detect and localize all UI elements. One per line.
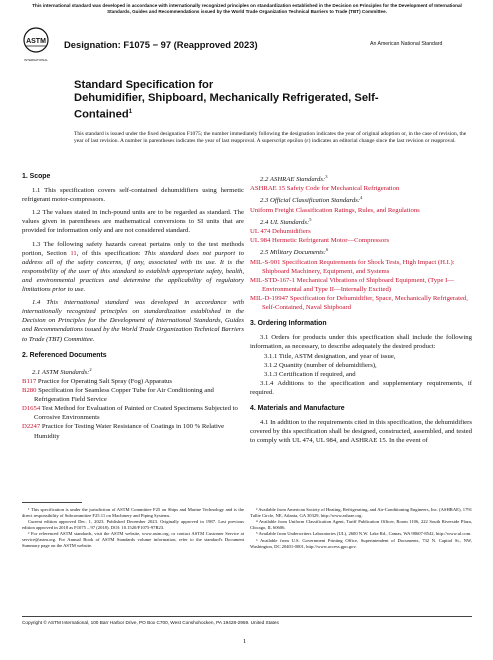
para-3-1: 3.1 Orders for products under this specification shall include the following information, as necessary, to describe adequately the desired product: <box>250 334 472 351</box>
svg-text:ASTM: ASTM <box>26 38 46 45</box>
para-4-1: 4.1 In addition to the requirements cited in this specification, the dehumidifiers covered by this specification shall be designed, constructed, assembled, and tested to comply with UL 474, UL 984, and ASHRAE 15. In the event of <box>250 419 472 445</box>
para-3-1-2: 3.1.2 Quantity (number of dehumidifiers), <box>264 361 377 369</box>
footnote-4: ⁴ Available from Uniform Classification Agent, Tariff Publication Officer, Room 1106, 222 South Riverside Plaza, Chicago, IL 60606. <box>250 519 472 530</box>
document-title <box>74 79 434 122</box>
bottom-rule <box>22 616 472 617</box>
page-number: 1 <box>243 638 247 645</box>
official-classification-label: 2.3 Official Classification Standards:$^4$ <box>260 195 363 205</box>
section-11-link[interactable]: 11 <box>70 249 77 257</box>
para-1-1: 1.1 This specification covers self-contained dehumidifiers using hermetic refrigerant motor-compressors. <box>22 187 244 204</box>
reference-ul-474[interactable]: UL 474 Dehumidifiers <box>250 228 311 236</box>
footnotes-left <box>22 507 244 549</box>
para-1-2: 1.2 The values stated in inch-pound units are to be regarded as standard. The values given in parentheses are mathematical conversions to SI units that are provided for information only and are not considered standard. <box>22 209 244 235</box>
reference-mil-d-19947[interactable]: MIL-D-19947 Specification for Dehumidifier, Space, Mechanically Refrigerated, Self-Contained, Naval Shipboard <box>250 295 468 312</box>
title-line-3: Contained <box>74 108 129 121</box>
para-1-4: 1.4 This international standard was developed in accordance with internationally recognized principles on standardization established in the Decision on Principles for the Development of International Standards, Guides and Recommendations issued by the World Trade Organization Technical Barriers to Trade (TBT) Committee. <box>22 299 244 343</box>
reference-ul-984[interactable]: UL 984 Hermetic Refrigerant Motor—Compressors <box>250 237 390 245</box>
footnote-3: ³ Available from American Society of Heating, Refrigerating, and Air-Conditioning Engineers, Inc. (ASHRAE), 1791 Tullie Circle, NE, Atlanta, GA 30329, http://www.ashrae.org. <box>250 507 472 518</box>
section-references-heading: 2. Referenced Documents <box>22 351 107 359</box>
para-3-1-1: 3.1.1 Title, ASTM designation, and year of issue, <box>264 352 396 360</box>
svg-text:INTERNATIONAL: INTERNATIONAL <box>24 58 48 62</box>
section-ordering-heading: 3. Ordering Information <box>250 320 327 328</box>
para-3-1-3: 3.1.3 Certification if required, and <box>264 370 356 378</box>
ul-standards-label: 2.4 UL Standards:$^5$ <box>260 216 312 227</box>
title-line-2: Dehumidifier, Shipboard, Mechanically Refrigerated, Self- <box>74 92 379 105</box>
military-documents-label: 2.5 Military Documents:$^6$ <box>260 247 329 257</box>
copyright-line: Copyright © ASTM International, 100 Barr Harbor Drive, PO Box C700, West Conshohocken, PA 19428-2959. United States <box>22 620 279 625</box>
footnote-5: ⁵ Available from Underwriters Laboratories (UL), 2600 N.W. Lake Rd., Camas, WA 98607-8542, http://www.ul.com. <box>256 531 472 537</box>
footnote-6: ⁶ Available from U.S. Government Printing Office, Superintendent of Documents, 732 N. Capitol St., NW, Washington, DC 20401-0001, http://www.access.gpo.gov. <box>250 537 472 549</box>
ashrae-standards-label: 2.2 ASHRAE Standards:$^3$ <box>260 174 328 184</box>
title-footnote-ref: 1 <box>128 108 133 115</box>
footnotes-right <box>250 507 472 550</box>
astm-standards-label: 2.1 ASTM Standards:$^2$ <box>32 366 92 376</box>
reference-d2247[interactable]: D2247 Practice for Testing Water Resistance of Coatings in 100 % Relative Humidity <box>22 423 225 440</box>
reference-uniform-freight[interactable]: Uniform Freight Classification Ratings, Rules, and Regulations <box>250 206 420 214</box>
astm-logo <box>22 27 50 67</box>
reference-b117[interactable]: B117 Practice for Operating Salt Spray (Fog) Apparatus <box>22 378 173 386</box>
reference-mil-std-167-1[interactable]: MIL-STD-167-1 Mechanical Vibrations of Shipboard Equipment, (Type I—Environmental and Type II—Internally Excited) <box>250 276 455 293</box>
section-scope-heading: 1. Scope <box>22 173 51 180</box>
footnote-2: ² For referenced ASTM standards, visit the ASTM website, www.astm.org, or contact ASTM Customer Service at service@astm.org. For Annual Book of ASTM Standards volume information, refer to the standard's Document Summary page on the ASTM website. <box>22 531 244 548</box>
right-column <box>250 172 472 445</box>
standards-notice: This international standard was developed in accordance with internationally recognized principles on standardization established in the Decision on Principles for the Development of International Standards, Guides and Recommendations issued by the World Trade Organization Technical Barriers to Trade (TBT) Committee. <box>32 3 462 14</box>
reference-d1654[interactable]: D1654 Test Method for Evaluation of Painted or Coated Specimens Subjected to Corrosive Environments <box>22 405 238 422</box>
left-column <box>22 172 244 441</box>
designation: Designation: F1075 − 97 (Reapproved 2023) <box>64 39 258 50</box>
footnote-1: ¹ This specification is under the jurisdiction of ASTM Committee F25 on Ships and Marine Technology and is the direct responsibility of Subcommittee F25.11 on Machinery and Piping Systems. <box>22 507 244 518</box>
para-3-1-4: 3.1.4 Additions to the specification and supplementary requirements, if required. <box>250 379 472 396</box>
section-materials-heading: 4. Materials and Manufacture <box>250 405 345 412</box>
title-line-1: Standard Specification for <box>74 79 214 91</box>
reference-b280[interactable]: B280 Specification for Seamless Copper Tube for Air Conditioning and Refrigeration Field Service <box>22 387 214 404</box>
footnote-rule <box>22 502 82 503</box>
para-1-3: 1.3 The following safety hazards caveat pertains only to the test methods portion, Section 11, of this specification: This standard does not purport to address all of the safety concerns, if any, associated with its use. It is the responsibility of the user of this standard to establish appropriate safety, health, and environmental practices and determine the applicability of regulatory limitations prior to use. <box>22 240 244 294</box>
issuance-note: This standard is issued under the fixed designation F1075; the number immediately following the designation indicates the year of original adoption or, in the case of revision, the year of last revision. A number in parentheses indicates the year of last reapproval. A superscript epsilon (ε) indicates an editorial change since the last revision or reapproval. <box>74 131 467 144</box>
reference-mil-s-901[interactable]: MIL-S-901 Specification Requirements for Shock Tests, High Impact (H.I.): Shipboard Machinery, Equipment, and Systems <box>250 258 455 275</box>
footnote-1-edition: Current edition approved Dec. 1, 2023. Published December 2023. Originally approved in 1987. Last previous edition approved in 2018 as F1075 – 97 (2018). DOI: 10.1520/F1075-97R23. <box>22 519 244 530</box>
reference-ashrae-15[interactable]: ASHRAE 15 Safety Code for Mechanical Refrigeration <box>250 185 400 193</box>
american-national-standard-label: An American National Standard <box>370 41 443 47</box>
